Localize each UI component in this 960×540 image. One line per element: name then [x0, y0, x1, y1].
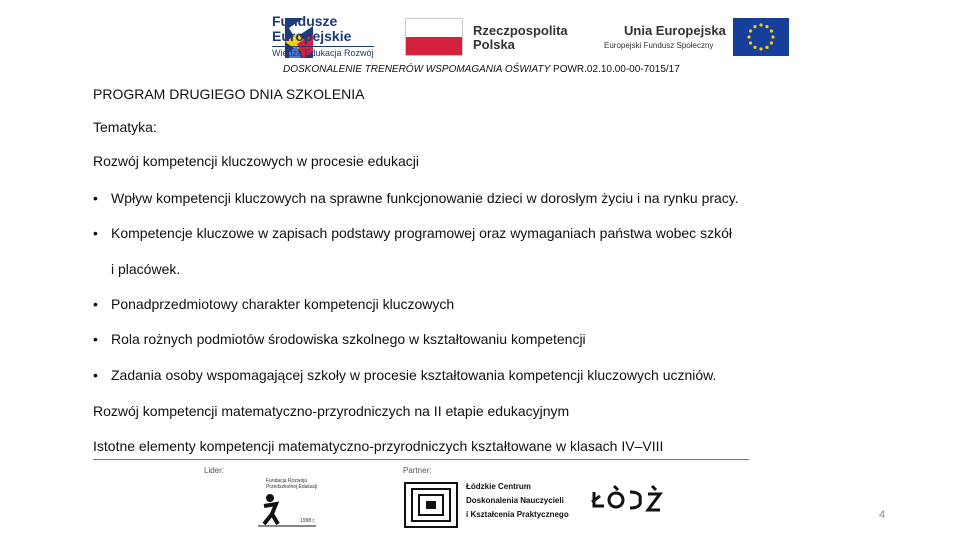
list-item-text: Zadania osoby wspomagającej szkoły w procesie kształtowania kompetencji kluczowych uczniów. — [111, 367, 717, 383]
poland-flag-icon — [405, 18, 463, 56]
list-item — [93, 367, 716, 383]
lider-label: Lider: — [204, 466, 225, 475]
bullet-icon: • — [93, 367, 98, 383]
bullet-icon: • — [93, 225, 98, 241]
bullet-icon: • — [93, 190, 98, 206]
fe-subtitle: Wiedza Edukacja Rozwój — [272, 48, 374, 58]
list-item-text: Ponadprzedmiotowy charakter kompetencji kluczowych — [111, 296, 455, 312]
project-id-line — [283, 64, 680, 75]
lider-org-name: Fundacja Rozwoju Przedszkolnej Edukacji — [266, 478, 318, 490]
list-item-text: Wpływ kompetencji kluczowych na sprawne funkcjonowanie dzieci w dorosłym życiu i na rynku pracy. — [111, 190, 739, 206]
list-item — [93, 190, 739, 206]
rp-title-line2: Polska — [473, 37, 515, 52]
fe-title-line2: Europejskie — [272, 28, 352, 44]
divider — [93, 459, 749, 460]
section-heading-2: Rozwój kompetencji matematyczno-przyrodniczych na II etapie edukacyjnym — [93, 403, 570, 419]
list-item — [93, 296, 454, 312]
section-heading-1: Rozwój kompetencji kluczowych w procesie edukacji — [93, 153, 420, 169]
list-item-text: Rola rożnych podmiotów środowiska szkolnego w kształtowaniu kompetencji — [111, 331, 586, 347]
list-item — [93, 331, 586, 347]
project-code: POWR.02.10.00-00-7015/17 — [550, 64, 680, 75]
bullet-icon: • — [93, 296, 98, 312]
lodz-city-logo — [590, 484, 664, 520]
eu-flag-icon — [733, 18, 789, 56]
ue-subtitle: Europejski Fundusz Społeczny — [604, 41, 714, 50]
page-number: 4 — [879, 509, 886, 521]
bullet-icon: • — [93, 331, 98, 347]
section-heading-3: Istotne elementy kompetencji matematyczno-przyrodniczych kształtowane w klasach IV–VIII — [93, 438, 664, 454]
odn-name-line2: Doskonalenia Nauczycieli — [466, 496, 564, 505]
odn-logo — [404, 482, 458, 528]
odn-name-line3: i Kształcenia Praktycznego — [466, 510, 569, 519]
page-title: PROGRAM DRUGIEGO DNIA SZKOLENIA — [93, 86, 365, 102]
ue-title: Unia Europejska — [624, 23, 726, 38]
project-name: DOSKONALENIE TRENERÓW WSPOMAGANIA OŚWIATY — [283, 64, 551, 75]
rp-title-line1: Rzeczpospolita — [473, 23, 568, 38]
lider-year: 1998 r. — [300, 518, 316, 524]
tematyka-label: Tematyka: — [93, 119, 157, 135]
list-item-text: Kompetencje kluczowe w zapisach podstawy programowej oraz wymaganiach państwa wobec szkół — [111, 225, 732, 241]
odn-name-line1: Łódzkie Centrum — [466, 482, 531, 491]
partner-label: Partner: — [403, 466, 432, 475]
list-item-continuation: i placówek. — [111, 261, 181, 277]
list-item — [93, 225, 732, 241]
fe-title-line1: Fundusze — [272, 13, 338, 29]
